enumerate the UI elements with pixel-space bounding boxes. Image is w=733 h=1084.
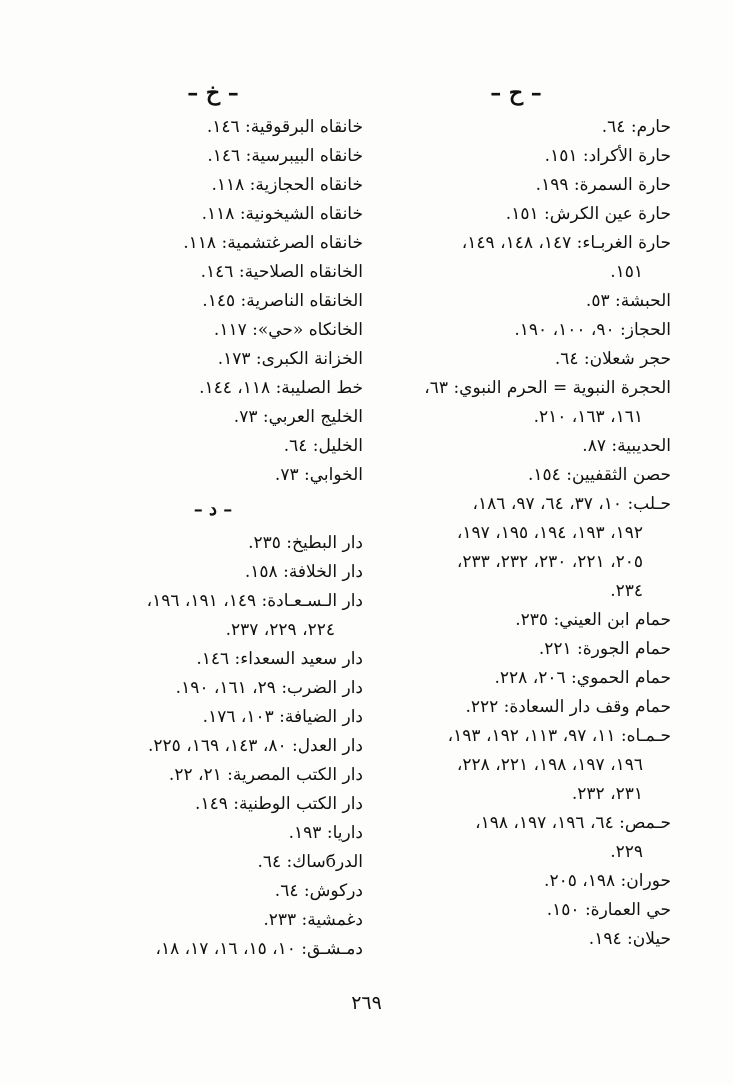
- index-entry: [361, 113, 671, 142]
- index-entry: [361, 722, 671, 809]
- index-entry-line: حوران: ١٩٨، ٢٠٥.: [544, 871, 671, 891]
- index-entry: [63, 819, 363, 848]
- index-entry-line: حارة الغربـاء: ١٤٧، ١٤٨، ١٤٩،: [461, 233, 671, 253]
- index-entry-line: حمام الحموي: ٢٠٦، ٢٢٨.: [494, 668, 671, 688]
- entry-list-kha: [63, 113, 363, 490]
- index-entry: [361, 693, 671, 722]
- index-entry-line: دار سعيد السعداء: ١٤٦.: [196, 649, 363, 669]
- index-entry-line: حارة الأكراد: ١٥١.: [544, 146, 671, 166]
- index-entry: [63, 287, 363, 316]
- index-entry-line: الحديبية: ٨٧.: [582, 436, 671, 456]
- index-entry: [361, 345, 671, 374]
- index-entry: [63, 906, 363, 935]
- index-entry-line: الخليل: ٦٤.: [283, 436, 363, 456]
- index-entry-line: خانقاه الصرغتشمية: ١١٨.: [183, 233, 363, 253]
- index-entry: [63, 374, 363, 403]
- index-entry-line: دار الضيافة: ١٠٣، ١٧٦.: [202, 707, 363, 727]
- index-entry-line: خانقاه البيبرسية: ١٤٦.: [207, 146, 363, 166]
- index-entry: [63, 877, 363, 906]
- index-entry: [63, 703, 363, 732]
- index-entry-line: دار الخلافة: ١٥٨.: [244, 562, 363, 582]
- index-entry-line: دار الضرب: ٢٩، ١٦١، ١٩٠.: [175, 678, 363, 698]
- index-entry-line: حجر شعلان: ٦٤.: [554, 349, 671, 369]
- index-entry: [361, 287, 671, 316]
- section-header-kha: – خ –: [187, 80, 239, 106]
- index-entry: [361, 896, 671, 925]
- index-entry-line: الحبشة: ٥٣.: [585, 291, 671, 311]
- index-entry: [361, 867, 671, 896]
- index-entry: [63, 790, 363, 819]
- index-entry-line: حمام وقف دار السعادة: ٢٢٢.: [465, 697, 671, 717]
- index-entry: [63, 200, 363, 229]
- index-entry-line: حـلب: ١٠، ٣٧، ٦٤، ٩٧، ١٨٦،: [472, 494, 671, 514]
- index-entry-line: خانقاه الشيخونية: ١١٨.: [201, 204, 363, 224]
- index-entry-line: حيلان: ١٩٤.: [588, 929, 671, 949]
- index-entry-line: الخليج العربي: ٧٣.: [233, 407, 363, 427]
- index-entry-line: الخانقاه الناصرية: ١٤٥.: [202, 291, 363, 311]
- index-entry: [361, 142, 671, 171]
- index-entry-line: الخانقاه الصلاحية: ١٤٦.: [200, 262, 363, 282]
- index-entry: [63, 674, 363, 703]
- index-entry-line: دار الكتب المصرية: ٢١، ٢٢.: [168, 765, 363, 785]
- index-entry-line: الحجاز: ٩٠، ١٠٠، ١٩٠.: [514, 320, 671, 340]
- index-entry: [361, 925, 671, 954]
- index-entry: [63, 171, 363, 200]
- index-entry: [361, 461, 671, 490]
- index-entry-line: الدرбساك: ٦٤.: [257, 852, 363, 872]
- index-entry-line: حـمص: ٦٤، ١٩٦، ١٩٧، ١٩٨،: [475, 813, 671, 833]
- index-entry-line: الخوابي: ٧٣.: [274, 465, 363, 485]
- index-entry: [361, 316, 671, 345]
- index-entry: [361, 200, 671, 229]
- index-entry-continuation: ٢٣٤.: [610, 581, 643, 601]
- section-header-dal: – د –: [193, 499, 233, 520]
- index-entry-line: خانقاه الحجازية: ١١٨.: [211, 175, 363, 195]
- index-entry: [361, 229, 671, 287]
- index-entry: [63, 316, 363, 345]
- index-entry-continuation: ١٥١.: [610, 262, 643, 282]
- index-entry: [63, 142, 363, 171]
- index-entry: [63, 558, 363, 587]
- index-entry: [63, 113, 363, 142]
- index-entry: [361, 374, 671, 432]
- index-entry-continuation: ١٩٢، ١٩٣، ١٩٤، ١٩٥، ١٩٧،: [456, 523, 643, 543]
- index-entry: [63, 432, 363, 461]
- section-header-ha: – ح –: [490, 80, 542, 106]
- index-entry: [361, 490, 671, 606]
- left-column: [63, 78, 363, 964]
- index-entry-line: حـمـاه: ١١، ٩٧، ١١٣، ١٩٢، ١٩٣،: [447, 726, 671, 746]
- index-entry: [63, 345, 363, 374]
- index-entry-continuation: ٢٢٤، ٢٢٩، ٢٣٧.: [225, 620, 335, 640]
- index-entry: [63, 761, 363, 790]
- index-entry: [63, 732, 363, 761]
- index-entry-line: الحجرة النبوية = الحرم النبوي: ٦٣،: [424, 378, 671, 398]
- entry-list-ha: [361, 113, 671, 954]
- index-entry: [63, 461, 363, 490]
- index-entry-line: حارة السمرة: ١٩٩.: [535, 175, 671, 195]
- index-entry-line: الخانكاه «حي»: ١١٧.: [213, 320, 363, 340]
- index-entry-continuation: ١٦١، ١٦٣، ٢١٠.: [533, 407, 643, 427]
- index-entry-line: دار الكتب الوطنية: ١٤٩.: [195, 794, 363, 814]
- index-entry-line: دار البطيخ: ٢٣٥.: [248, 533, 363, 553]
- index-entry-continuation: ١٩٦، ١٩٧، ١٩٨، ٢٢١، ٢٢٨،: [456, 755, 643, 775]
- index-entry-line: حصن الثقفيين: ١٥٤.: [528, 465, 671, 485]
- index-entry-line: حارم: ٦٤.: [601, 117, 671, 137]
- index-entry-line: خط الصليبة: ١١٨، ١٤٤.: [199, 378, 363, 398]
- index-entry: [361, 664, 671, 693]
- index-entry-line: دركوش: ٦٤.: [274, 881, 363, 901]
- index-entry-line: حمام ابن العيني: ٢٣٥.: [515, 610, 671, 630]
- index-entry: [63, 258, 363, 287]
- index-entry-line: دمـشـق: ١٠، ١٥، ١٦، ١٧، ١٨،: [155, 939, 363, 959]
- index-entry: [361, 635, 671, 664]
- index-entry-line: دار العدل: ٨٠، ١٤٣، ١٦٩، ٢٢٥.: [148, 736, 363, 756]
- index-entry-continuation: ٢٢٩.: [610, 842, 643, 862]
- index-entry: [63, 529, 363, 558]
- index-entry-line: دار الـسـعـادة: ١٤٩، ١٩١، ١٩٦،: [146, 591, 363, 611]
- index-entry-line: داريا: ١٩٣.: [288, 823, 363, 843]
- index-entry: [63, 587, 363, 645]
- index-entry: [63, 229, 363, 258]
- index-entry: [63, 848, 363, 877]
- index-entry: [361, 432, 671, 461]
- index-entry-line: حارة عين الكرش: ١٥١.: [505, 204, 671, 224]
- index-entry-continuation: ٢٠٥، ٢٢١، ٢٣٠، ٢٣٢، ٢٣٣،: [456, 552, 643, 572]
- index-entry-line: خانقاه البرقوقية: ١٤٦.: [206, 117, 363, 137]
- index-entry: [361, 606, 671, 635]
- index-entry-continuation: ٢٣١، ٢٣٢.: [571, 784, 643, 804]
- index-entry: [63, 403, 363, 432]
- right-column: [361, 78, 671, 954]
- index-entry-line: حمام الجورة: ٢٢١.: [538, 639, 671, 659]
- index-entry: [63, 935, 363, 964]
- index-entry: [361, 809, 671, 867]
- index-entry: [63, 645, 363, 674]
- index-entry-line: دغمشية: ٢٣٣.: [263, 910, 363, 930]
- index-entry: [361, 171, 671, 200]
- entry-list-dal: [63, 529, 363, 964]
- page-number: ٢٦٩: [351, 992, 382, 1014]
- index-entry-line: حي العمارة: ١٥٠.: [546, 900, 671, 920]
- index-entry-line: الخزانة الكبرى: ١٧٣.: [217, 349, 363, 369]
